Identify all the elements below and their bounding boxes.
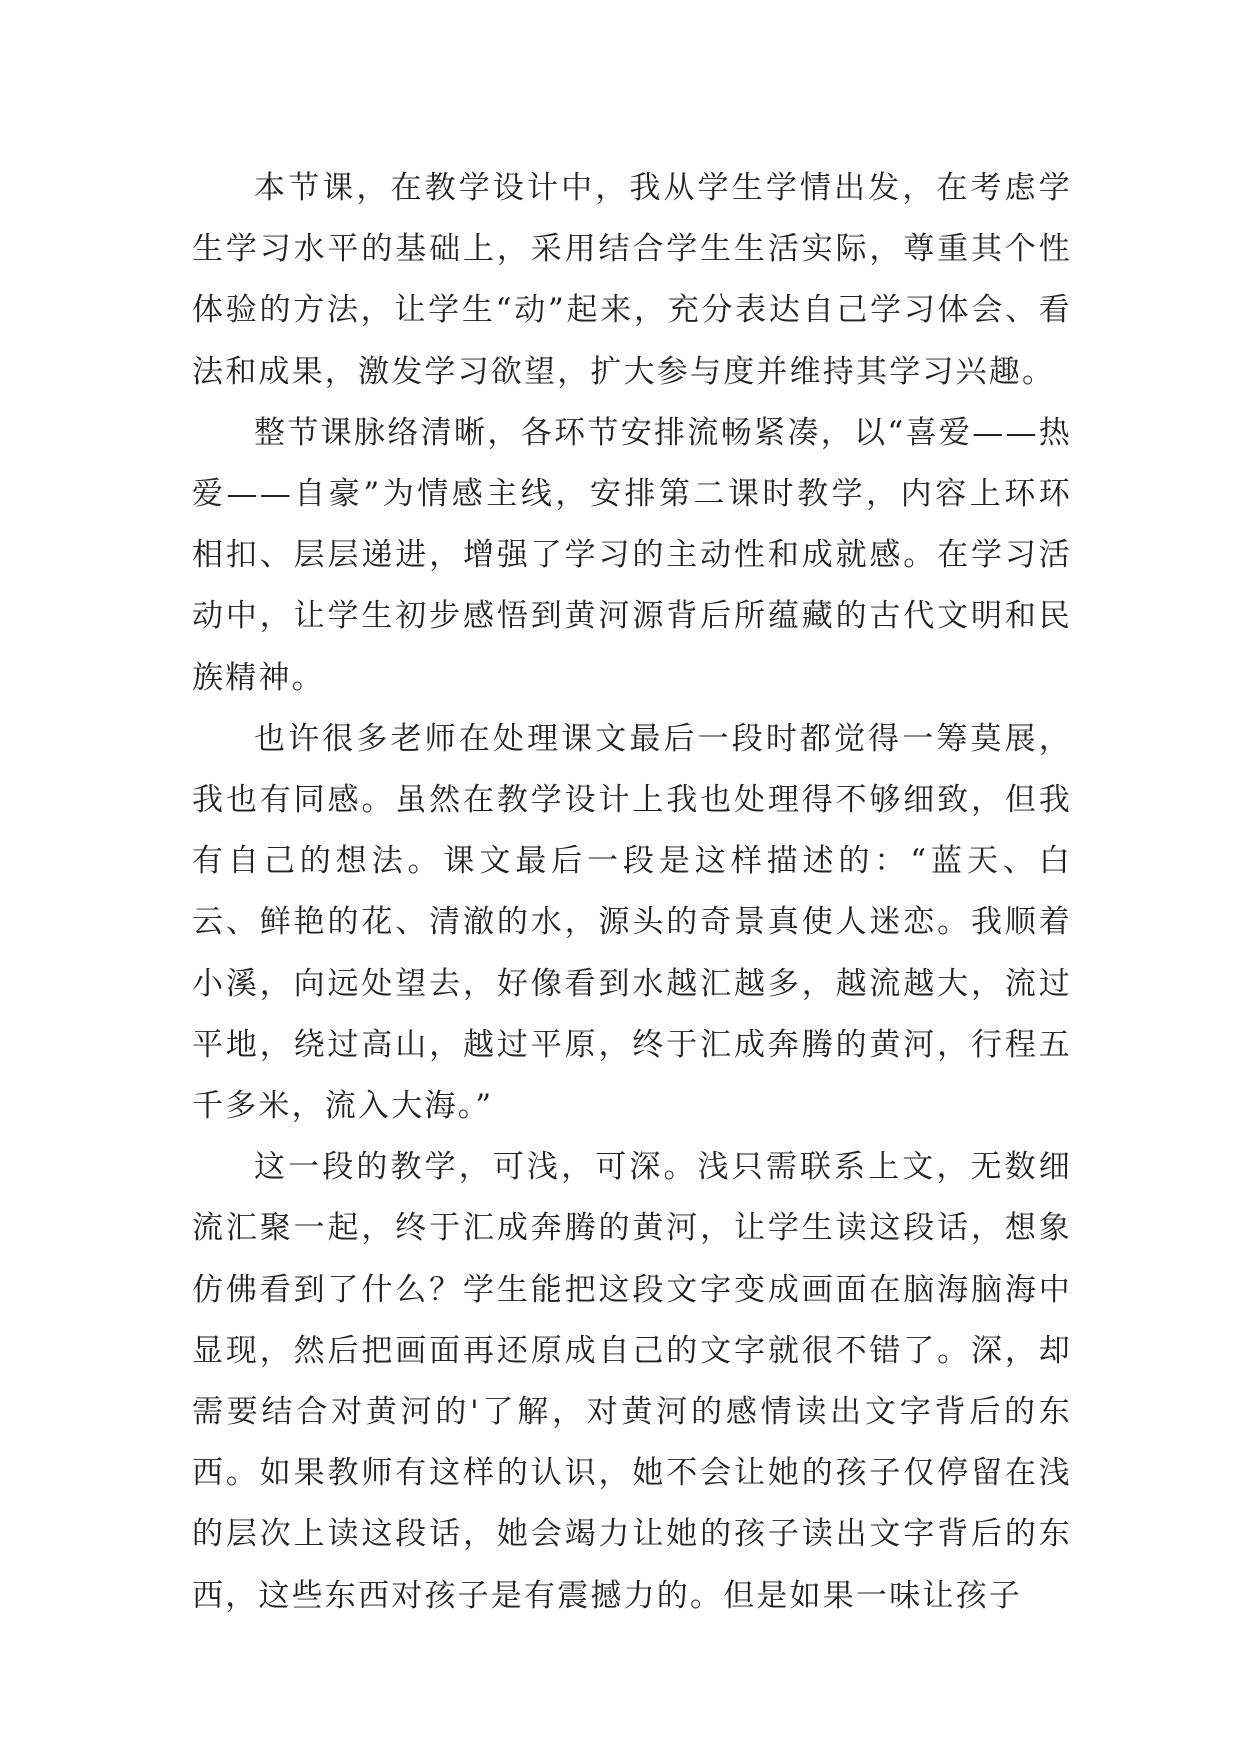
paragraph-4: 这一段的教学，可浅，可深。浅只需联系上文，无数细流汇聚一起，终于汇成奔腾的黄河，让学生读这段话，想象仿佛看到了什么？学生能把这段文字变成画面在脑海脑海中显现，然后把画面再还原成自己的文字就很不错了。深，却需要结合对黄河的'了解，对黄河的感情读出文字背后的东西。如果教师有这样的认识，她不会让她的孩子仅停留在浅的层次上读这段话，她会竭力让她的孩子读出文字背后的东西，这些东西对孩子是有震撼力的。但是如果一味让孩子 [192,1149,1072,1614]
paragraph-1: 本节课，在教学设计中，我从学生学情出发，在考虑学生学习水平的基础上，采用结合学生生活实际，尊重其个性体验的方法，让学生“动”起来，充分表达自己学习体会、看法和成果，激发学习欲望，扩大参与度并维持其学习兴趣。 [192,170,1072,390]
paragraph-2: 整节课脉络清晰，各环节安排流畅紧凑，以“喜爱——热爱——自豪”为情感主线，安排第二课时教学，内容上环环相扣、层层递进，增强了学习的主动性和成就感。在学习活动中，让学生初步感悟到黄河源背后所蕴藏的古代文明和民族精神。 [192,414,1072,696]
paragraph-3: 也许很多老师在处理课文最后一段时都觉得一筹莫展，我也有同感。虽然在教学设计上我也处理得不够细致，但我有自己的想法。课文最后一段是这样描述的：“蓝天、白云、鲜艳的花、清澈的水，源头的奇景真使人迷恋。我顺着小溪，向远处望去，好像看到水越汇越多，越流越大，流过平地，绕过高山，越过平原，终于汇成奔腾的黄河，行程五千多米，流入大海。” [192,720,1072,1125]
body-text [192,158,1072,1627]
